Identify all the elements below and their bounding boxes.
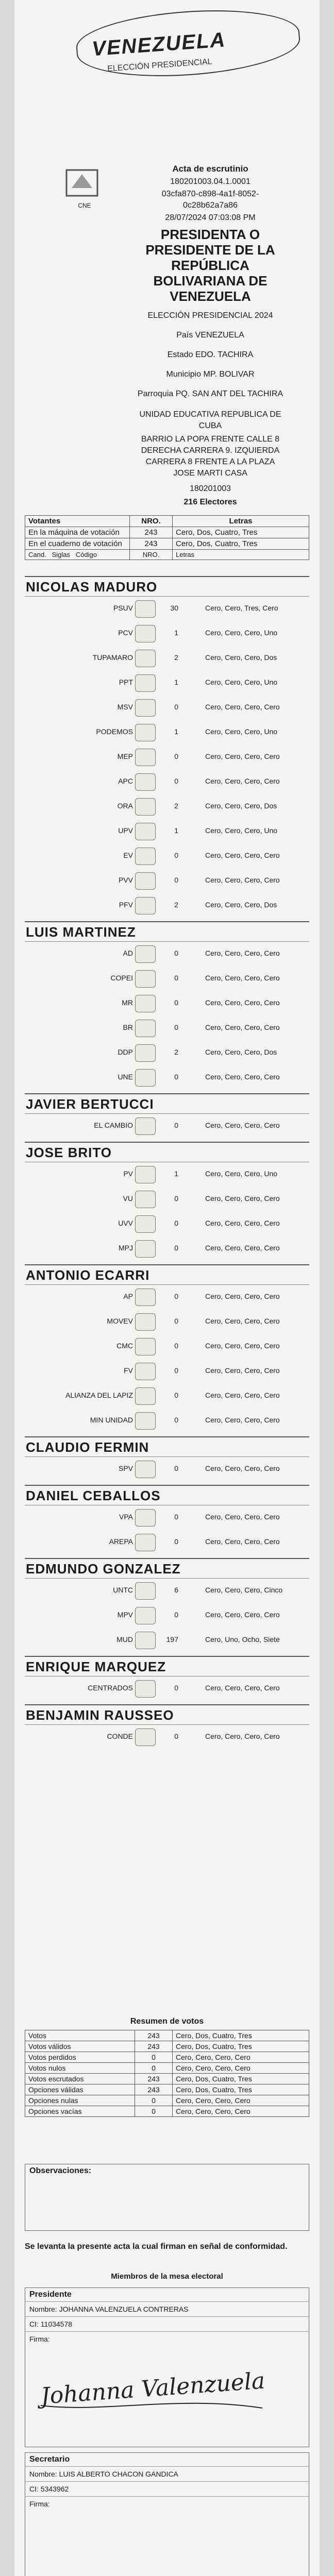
party-votes: 2 [174,901,178,909]
title-line-3: REPÚBLICA [171,258,249,273]
totals-words: Cero, Dos, Cuatro, Tres [173,2041,309,2052]
party-votes: 0 [174,1464,178,1472]
col-codigo: Código [75,551,97,558]
party-row [25,1359,309,1384]
cne-logo-icon [64,165,100,201]
party-votes: 2 [174,802,178,810]
party-logo-icon [135,897,156,914]
col-nro: NRO. [130,550,173,560]
party-row [25,1676,309,1701]
party-votes-words: Cero, Uno, Ocho, Siete [205,1635,280,1643]
party-votes: 0 [174,1073,178,1081]
totals-table [25,2030,309,2117]
election-name: ELECCIÓN PRESIDENCIAL 2024 [147,311,273,320]
center-line-5: CARRERA 8 FRENTE A LA PLAZA [145,457,275,466]
party-logo-icon [135,1191,156,1208]
cne-label: CNE [78,202,91,209]
candidate-name: EDMUNDO GONZALEZ [25,1558,309,1579]
party-votes: 2 [174,1048,178,1056]
totals-row [25,2041,309,2052]
totals-row [25,2030,309,2041]
party-acronym: BR [123,1023,133,1031]
totals-number: 0 [135,2063,173,2074]
candidate-name: ANTONIO ECARRI [25,1264,309,1285]
totals-label: Opciones válidas [25,2084,135,2095]
party-row [25,621,309,646]
party-votes-words: Cero, Cero, Cero, Cero [205,777,280,785]
party-votes: 0 [174,1194,178,1202]
title-line-5: VENEZUELA [170,289,251,304]
party-logo-icon [135,600,156,618]
party-acronym: TUPAMARO [92,653,133,662]
totals-label: Votos nulos [25,2063,135,2074]
party-row [25,671,309,696]
member-firma-label: Firma: [29,2500,50,2508]
party-votes: 0 [174,1366,178,1375]
party-votes: 0 [174,1537,178,1546]
party-votes-words: Cero, Cero, Cero, Cero [205,1611,280,1619]
party-acronym: PFV [119,901,133,909]
party-acronym: PV [123,1170,133,1178]
voters-row-letters: Cero, Dos, Cuatro, Tres [173,538,309,550]
party-votes-words: Cero, Cero, Cero, Cero [205,1342,280,1350]
col-cand: Cand. [28,551,46,558]
party-votes: 0 [174,851,178,859]
totals-words: Cero, Dos, Cuatro, Tres [173,2074,309,2084]
party-acronym: PSUV [113,604,133,612]
party-logo-icon [135,749,156,766]
center-line-6: JOSE MARTI CASA [173,469,247,478]
party-logo-icon [135,1607,156,1624]
member-name: Nombre: JOHANNA VALENZUELA CONTRERAS [25,2302,309,2317]
party-votes: 0 [174,876,178,884]
party-votes: 0 [174,1342,178,1350]
party-votes: 1 [174,629,178,637]
party-logo-icon [135,1240,156,1258]
party-logo-icon [135,1020,156,1037]
party-acronym: MSV [117,703,133,711]
party-acronym: PCV [118,629,133,637]
center-line-3: BARRIO LA POPA FRENTE CALLE 8 [141,435,280,444]
totals-words: Cero, Dos, Cuatro, Tres [173,2030,309,2041]
party-logo-icon [135,1461,156,1478]
party-row [25,1114,309,1139]
party-row [25,597,309,621]
party-acronym: EL CAMBIO [94,1121,133,1129]
party-votes-words: Cero, Cero, Cero, Uno [205,629,278,637]
center-line-1: UNIDAD EDUCATIVA REPUBLICA DE [139,410,281,419]
observations-label: Observaciones: [29,2166,92,2175]
totals-number: 243 [135,2030,173,2041]
party-row [25,794,309,819]
party-logo-icon [135,945,156,963]
party-acronym: SPV [118,1464,133,1472]
party-row [25,1603,309,1628]
party-acronym: MPV [117,1611,133,1619]
party-votes: 0 [174,1391,178,1399]
party-votes: 0 [174,777,178,785]
party-votes-words: Cero, Cero, Cero, Dos [205,653,277,662]
totals-words: Cero, Dos, Cuatro, Tres [173,2084,309,2095]
party-row [25,1384,309,1409]
party-votes-words: Cero, Cero, Cero, Cero [205,1317,280,1325]
party-acronym: DDP [118,1048,133,1056]
cols-header [25,550,130,560]
totals-title: Resumen de votos [130,2017,204,2026]
party-row [25,1530,309,1555]
observations-box [25,2164,309,2231]
totals-row [25,2074,309,2084]
party-votes: 0 [174,1611,178,1619]
party-votes-words: Cero, Cero, Cero, Cero [205,949,280,957]
party-acronym: UNTC [113,1586,133,1594]
center-line-2: CUBA [198,421,222,430]
party-votes: 0 [174,1732,178,1740]
candidate-name: LUIS MARTINEZ [25,921,309,942]
party-votes-words: Cero, Cero, Cero, Dos [205,802,277,810]
party-votes-words: Cero, Cero, Cero, Uno [205,678,278,686]
party-votes-words: Cero, Cero, Cero, Cero [205,1219,280,1227]
party-votes-words: Cero, Cero, Cero, Cero [205,1366,280,1375]
party-acronym: VU [123,1194,133,1202]
candidate-name: ENRIQUE MARQUEZ [25,1656,309,1676]
voters-row-letters: Cero, Dos, Cuatro, Tres [173,527,309,538]
member-firma-label: Firma: [29,2335,50,2343]
party-row [25,770,309,794]
totals-label: Opciones nulas [25,2095,135,2106]
totals-row [25,2052,309,2063]
acta-paper [14,0,320,2576]
member-block [25,2287,309,2447]
party-acronym: UNE [118,1073,133,1081]
party-votes-words: Cero, Cero, Cero, Cero [205,1292,280,1300]
acta-title: Acta de escrutinio [172,164,248,174]
party-logo-icon [135,724,156,741]
state: Estado EDO. TACHIRA [167,350,254,359]
voters-row-nro: 243 [130,538,173,550]
totals-label: Votos perdidos [25,2052,135,2063]
party-votes-words: Cero, Cero, Cero, Cero [205,703,280,711]
party-logo-icon [135,1313,156,1331]
party-votes: 1 [174,727,178,736]
party-row [25,720,309,745]
party-votes: 6 [174,1586,178,1594]
acta-hash-line-1: 03cfa870-c898-4a1f-8052- [161,190,259,198]
signature-area [25,2511,309,2576]
party-votes: 1 [174,826,178,835]
party-votes-words: Cero, Cero, Cero, Cero [205,998,280,1007]
party-votes-words: Cero, Cero, Cero, Cero [205,1513,280,1521]
party-row [25,1065,309,1090]
totals-row [25,2106,309,2117]
party-row [25,942,309,967]
totals-label: Votos [25,2030,135,2041]
party-votes-words: Cero, Cero, Cero, Cinco [205,1586,283,1594]
stamp-logo-subtitle: ELECCIÓN PRESIDENCIAL [107,57,213,74]
party-acronym: MPJ [119,1244,133,1252]
totals-number: 243 [135,2041,173,2052]
party-votes: 30 [170,604,178,612]
party-logo-icon [135,798,156,816]
totals-number: 243 [135,2084,173,2095]
party-logo-icon [135,970,156,988]
party-votes-words: Cero, Cero, Cero, Cero [205,876,280,884]
member-ci: CI: 5343962 [25,2482,309,2497]
party-votes: 0 [174,1219,178,1227]
party-acronym: ALIANZA DEL LAPIZ [65,1391,133,1399]
party-votes-words: Cero, Cero, Cero, Uno [205,826,278,835]
totals-label: Opciones vacías [25,2106,135,2117]
voters-table [25,515,309,560]
party-votes: 0 [174,1684,178,1692]
party-votes: 197 [166,1635,178,1643]
totals-number: 243 [135,2074,173,2084]
candidate-name: BENJAMIN RAUSSEO [25,1704,309,1725]
candidate-name: JOSE BRITO [25,1142,309,1162]
center-code: 180201003 [189,484,231,493]
party-votes-words: Cero, Cero, Cero, Cero [205,752,280,760]
party-row [25,1505,309,1530]
party-logo-icon [135,1632,156,1649]
party-logo-icon [135,848,156,865]
party-logo-icon [135,699,156,717]
party-acronym: COPEI [110,974,133,982]
party-acronym: CENTRADOS [88,1684,133,1692]
party-logo-icon [135,995,156,1012]
party-acronym: UVV [118,1219,133,1227]
party-row [25,1725,309,1750]
voters-row-nro: 243 [130,527,173,538]
voters-header-nro: NRO. [130,516,173,527]
candidate-name: DANIEL CEBALLOS [25,1485,309,1505]
party-row [25,1579,309,1603]
party-votes: 0 [174,998,178,1007]
totals-number: 0 [135,2095,173,2106]
party-acronym: PODEMOS [96,727,133,736]
party-logo-icon [135,1166,156,1183]
party-acronym: VPA [119,1513,133,1521]
party-row [25,1285,309,1310]
voters-header-letters: Letras [173,516,309,527]
party-votes-words: Cero, Cero, Cero, Cero [205,1416,280,1424]
party-votes-words: Cero, Cero, Cero, Cero [205,851,280,859]
members-title: Miembros de la mesa electoral [111,2272,223,2281]
party-row [25,1236,309,1261]
party-row [25,1628,309,1653]
party-row [25,819,309,844]
party-logo-icon [135,1387,156,1405]
party-acronym: AP [123,1292,133,1300]
party-logo-icon [135,674,156,692]
totals-words: Cero, Cero, Cero, Cero [173,2095,309,2106]
member-role: Presidente [25,2288,309,2302]
totals-number: 0 [135,2106,173,2117]
party-votes: 0 [174,1244,178,1252]
party-acronym: EV [123,851,133,859]
totals-row [25,2063,309,2074]
party-acronym: AREPA [109,1537,133,1546]
party-votes-words: Cero, Cero, Cero, Dos [205,901,277,909]
party-votes-words: Cero, Cero, Cero, Cero [205,1732,280,1740]
party-logo-icon [135,1117,156,1135]
totals-words: Cero, Cero, Cero, Cero [173,2063,309,2074]
party-logo-icon [135,1680,156,1698]
party-logo-icon [135,1363,156,1380]
party-votes-words: Cero, Cero, Cero, Cero [205,1023,280,1031]
party-row [25,1016,309,1041]
totals-words: Cero, Cero, Cero, Cero [173,2052,309,2063]
title-line-1: PRESIDENTA O [160,227,260,242]
party-acronym: MUD [116,1635,133,1643]
member-role: Secretario [25,2453,309,2467]
party-logo-icon [135,1069,156,1087]
party-logo-icon [135,1215,156,1233]
party-acronym: MEP [117,752,133,760]
party-logo-icon [135,1509,156,1527]
party-row [25,991,309,1016]
party-acronym: MR [122,998,133,1007]
municipality: Municipio MP. BOLIVAR [166,370,255,379]
handwritten-signature-icon [25,2346,304,2424]
party-votes-words: Cero, Cero, Cero, Cero [205,1194,280,1202]
totals-label: Votos escrutados [25,2074,135,2084]
party-votes-words: Cero, Cero, Cero, Cero [205,1244,280,1252]
title-line-2: PRESIDENTE DE LA [145,242,275,258]
party-votes-words: Cero, Cero, Cero, Cero [205,1684,280,1692]
party-row [25,1409,309,1433]
party-row [25,1041,309,1065]
svg-text:Johanna Valenzuela: Johanna Valenzuela [40,2367,266,2410]
party-acronym: CONDE [107,1732,133,1740]
party-logo-icon [135,1728,156,1746]
party-votes: 0 [174,1317,178,1325]
party-votes-words: Cero, Cero, Cero, Dos [205,1048,277,1056]
party-row [25,1457,309,1482]
party-votes-words: Cero, Cero, Cero, Uno [205,1170,278,1178]
party-votes-words: Cero, Cero, Cero, Cero [205,1537,280,1546]
country: País VENEZUELA [176,331,244,340]
party-acronym: UPV [118,826,133,835]
signature-area [25,2346,309,2424]
party-logo-icon [135,1044,156,1062]
party-votes-words: Cero, Cero, Cero, Uno [205,727,278,736]
party-acronym: MIN UNIDAD [90,1416,133,1424]
party-row [25,745,309,770]
party-votes-words: Cero, Cero, Cero, Cero [205,974,280,982]
party-row [25,1187,309,1212]
candidate-name: NICOLAS MADURO [25,576,309,597]
title-line-4: BOLIVARIANA DE [153,273,268,289]
party-acronym: AD [123,949,133,957]
party-votes: 0 [174,1292,178,1300]
voters-row-label: En el cuaderno de votación [25,538,130,550]
electors-count: 216 Electores [183,498,237,506]
party-row [25,1212,309,1236]
member-block [25,2452,309,2576]
party-row [25,869,309,893]
party-logo-icon [135,625,156,642]
member-ci: CI: 11034578 [25,2317,309,2332]
party-votes-words: Cero, Cero, Tres, Cero [205,604,278,612]
totals-row [25,2084,309,2095]
party-acronym: APC [118,777,133,785]
party-logo-icon [135,1289,156,1306]
party-acronym: ORA [117,802,133,810]
col-letras: Letras [173,550,309,560]
party-logo-icon [135,1338,156,1355]
party-votes: 0 [174,1121,178,1129]
member-name: Nombre: LUIS ALBERTO CHACON GANDICA [25,2467,309,2482]
closing-text: Se levanta la presente acta la cual firman en señal de conformidad. [25,2242,288,2251]
parish: Parroquia PQ. SAN ANT DEL TACHIRA [137,389,283,398]
party-votes-words: Cero, Cero, Cero, Cero [205,1073,280,1081]
party-row [25,646,309,671]
party-acronym: FV [124,1366,133,1375]
party-votes: 0 [174,1416,178,1424]
party-row [25,967,309,991]
acta-number: 180201003.04.1.0001 [170,177,250,186]
party-logo-icon [135,773,156,791]
candidate-name: CLAUDIO FERMIN [25,1436,309,1457]
party-row [25,1310,309,1334]
party-votes: 0 [174,1023,178,1031]
voters-row-label: En la máquina de votación [25,527,130,538]
party-logo-icon [135,1582,156,1600]
party-votes: 2 [174,653,178,662]
totals-label: Votos válidos [25,2041,135,2052]
party-logo-icon [135,1534,156,1551]
acta-datetime: 28/07/2024 07:03:08 PM [165,213,256,222]
party-votes: 1 [174,678,178,686]
party-logo-icon [135,823,156,840]
voters-header-label: Votantes [25,516,130,527]
party-acronym: PVV [118,876,133,884]
party-votes: 1 [174,1170,178,1178]
party-logo-icon [135,650,156,667]
party-votes: 0 [174,974,178,982]
party-logo-icon [135,872,156,890]
party-votes-words: Cero, Cero, Cero, Cero [205,1121,280,1129]
party-votes: 0 [174,949,178,957]
party-votes-words: Cero, Cero, Cero, Cero [205,1391,280,1399]
totals-words: Cero, Cero, Cero, Cero [173,2106,309,2117]
party-votes: 0 [174,752,178,760]
party-acronym: CMC [116,1342,133,1350]
party-votes: 0 [174,1513,178,1521]
totals-row [25,2095,309,2106]
party-logo-icon [135,1412,156,1430]
col-siglas: Siglas [52,551,70,558]
party-row [25,893,309,918]
stamp-logo-text: VENEZUELA [91,28,227,61]
party-row [25,844,309,869]
totals-number: 0 [135,2052,173,2063]
party-votes: 0 [174,703,178,711]
party-row [25,1334,309,1359]
party-row [25,696,309,720]
center-line-4: DERECHA CARRERA 9. IZQUIERDA [141,446,280,455]
party-acronym: PPT [119,678,133,686]
party-votes-words: Cero, Cero, Cero, Cero [205,1464,280,1472]
party-row [25,1162,309,1187]
party-acronym: MOVEV [107,1317,133,1325]
candidate-name: JAVIER BERTUCCI [25,1093,309,1114]
acta-hash-line-2: 0c28b62a7a86 [183,201,238,210]
